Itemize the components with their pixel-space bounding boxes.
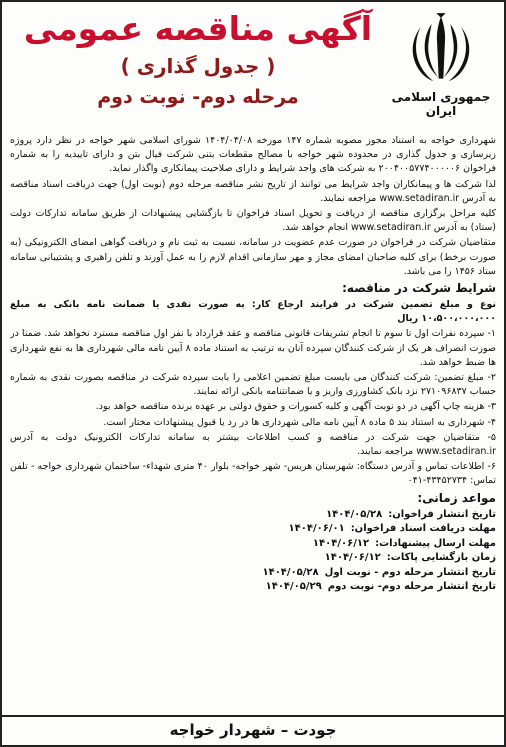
date-row (10, 522, 496, 537)
condition-6: ۶- اطلاعات تماس و آدرس دستگاه: شهرستان هریس- شهر خواجه- بلوار ۴۰ متری شهداء- ساختمان شهرداری خواجه - تلفن تماس: ۴۳۴۵۲۷۳۴-۰۴۱ (10, 461, 496, 487)
notice-body (10, 134, 496, 715)
date-row (10, 566, 496, 581)
date-value: ۱۴۰۴/۰۵/۲۸ (262, 566, 319, 578)
date-value: ۱۴۰۴/۰۵/۲۹ (265, 581, 322, 593)
condition-4: ۴- شهرداری به استناد بند ۵ ماده ۸ آیین نامه مالی شهرداری ها در رد یا قبول پیشنهادات مختار است. (103, 416, 496, 428)
date-row (10, 580, 496, 595)
date-label: تاریخ انتشار مرحله دوم- نوبت دوم (327, 581, 496, 593)
date-label: مهلت ارسال پیشنهادات: (375, 537, 496, 549)
intro-paragraph: شهرداری خواجه به استناد مجوز مصوبه شماره ۱۴۷ مورخه ۱۴۰۴/۰۴/۰۸ شورای اسلامی شهر خواجه در نظر دارد پروژه زیرسازی و جدول گذاری در محدوده شهر خواجه با مصالح مقطعات بتنی شرکت فیال بتن و دارای تاییدیه را به شماره فراخوان ۲۰۰۴۰۰۵۷۷۴۰۰۰۰۰۶ به شرکت های واجد شرایط و دارای صلاحیت پیمانکاری واگذار نماید. (10, 135, 496, 175)
title-block (12, 8, 384, 112)
dates-heading: مواعد زمانی: (417, 490, 496, 505)
setad-paragraph: کلیه مراحل برگزاری مناقصه از دریافت و تحویل اسناد فراخوان تا بازگشایی پیشنهادات از طریق سامانه تدارکات دولت (ستاد) به آدرس www.setadiran.ir انجام خواهد شد. (10, 208, 496, 234)
date-value: ۱۴۰۴/۰۵/۲۸ (326, 508, 383, 520)
date-row (10, 537, 496, 552)
condition-5: ۵- متقاضیان جهت شرکت در مناقصه و کسب اطلاعات بیشتر به سامانه تدارکات الکترونیک دولت به آدرس www.setadiran.ir مراجعه نمایند. (10, 431, 496, 458)
page-title: آگهی مناقصه عمومی (23, 9, 373, 48)
conditions-heading: شرایط شرکت در مناقصه: (342, 281, 496, 296)
emblem (386, 10, 496, 122)
date-row (10, 551, 496, 566)
date-row (10, 508, 496, 523)
condition-2: ۲- مبلغ تضمین: شرکت کنندگان می بایست مبلغ تضمین اعلامی را بابت سپرده شرکت در مناقصه بصورت نقدی به شماره حساب ۲۷۱۰۹۶۸۳۷ نزد بانک کشاورزی واریز و یا ضمانتنامه بانکی ارائه نمایند. (10, 372, 496, 398)
date-value: ۱۴۰۴/۰۶/۱۲ (312, 537, 370, 549)
header (2, 2, 504, 132)
dates-list (10, 508, 496, 595)
date-value: ۱۴۰۴/۰۶/۰۱ (288, 523, 345, 535)
emblem-text: جمهوری اسلامی ایران (391, 90, 491, 118)
signature-footer: جودت – شهردار خواجه (2, 715, 504, 745)
condition-1: ۱- سپرده نفرات اول تا سوم تا انجام تشریفات قانونی مناقصه و عقد قرارداد با نفر اول مناقصه مسترد نخواهد شد. ضمنا در صورت انصراف هر یک از شرکت کنندگان سپرده آنان به ترتیب به استناد ماده ۸ آیین نامه مالی شهرداری ها به نفع شهرداری ها ضبط خواهد شد. (10, 328, 496, 368)
registration-paragraph: متقاضیان شرکت در فراخوان در صورت عدم عضویت در سامانه، نسبت به ثبت نام و دریافت گواهی امضای الکترونیکی (به صورت برخط) برای کلیه صاحبان امضای مجاز و مهر سازمانی اقدام لازم را به عمل آورند و تلفن راهبری و پشتیبانی سامانه ستاد ۱۴۵۶ را می باشد. (10, 237, 496, 277)
date-label: مهلت دریافت اسناد فراخوان: (350, 523, 496, 535)
date-label: تاریخ انتشار فراخوان: (388, 508, 496, 520)
date-label: تاریخ انتشار مرحله دوم - نوبت اول (324, 566, 496, 578)
documents-paragraph: لذا شرکت ها و پیمانکاران واجد شرایط می توانند از تاریخ نشر مناقصه مرحله دوم (نوبت اول) جهت دریافت اسناد مناقصه به آدرس www.setadiran.ir مراجعه نمایند. (10, 178, 496, 204)
iran-emblem-icon (402, 10, 480, 88)
date-label: زمان بازگشایی پاکات: (386, 552, 496, 564)
guarantee-paragraph: نوع و مبلغ تضمین شرکت در فرایند ارجاع کار: به صورت نقدی یا ضمانت نامه بانکی به مبلغ ۱۰،۵۰۰،۰۰۰،۰۰۰ ریال (10, 299, 496, 325)
page-subtitle: ( جدول گذاری ) (120, 54, 276, 78)
date-value: ۱۴۰۴/۰۶/۱۲ (324, 552, 381, 564)
stage-title: مرحله دوم- نوبت دوم (97, 86, 299, 108)
condition-3: ۳- هزینه چاپ آگهی در دو نوبت آگهی و کلیه کسورات و حقوق دولتی بر عهده برنده مناقصه خواهد بود. (95, 401, 496, 413)
